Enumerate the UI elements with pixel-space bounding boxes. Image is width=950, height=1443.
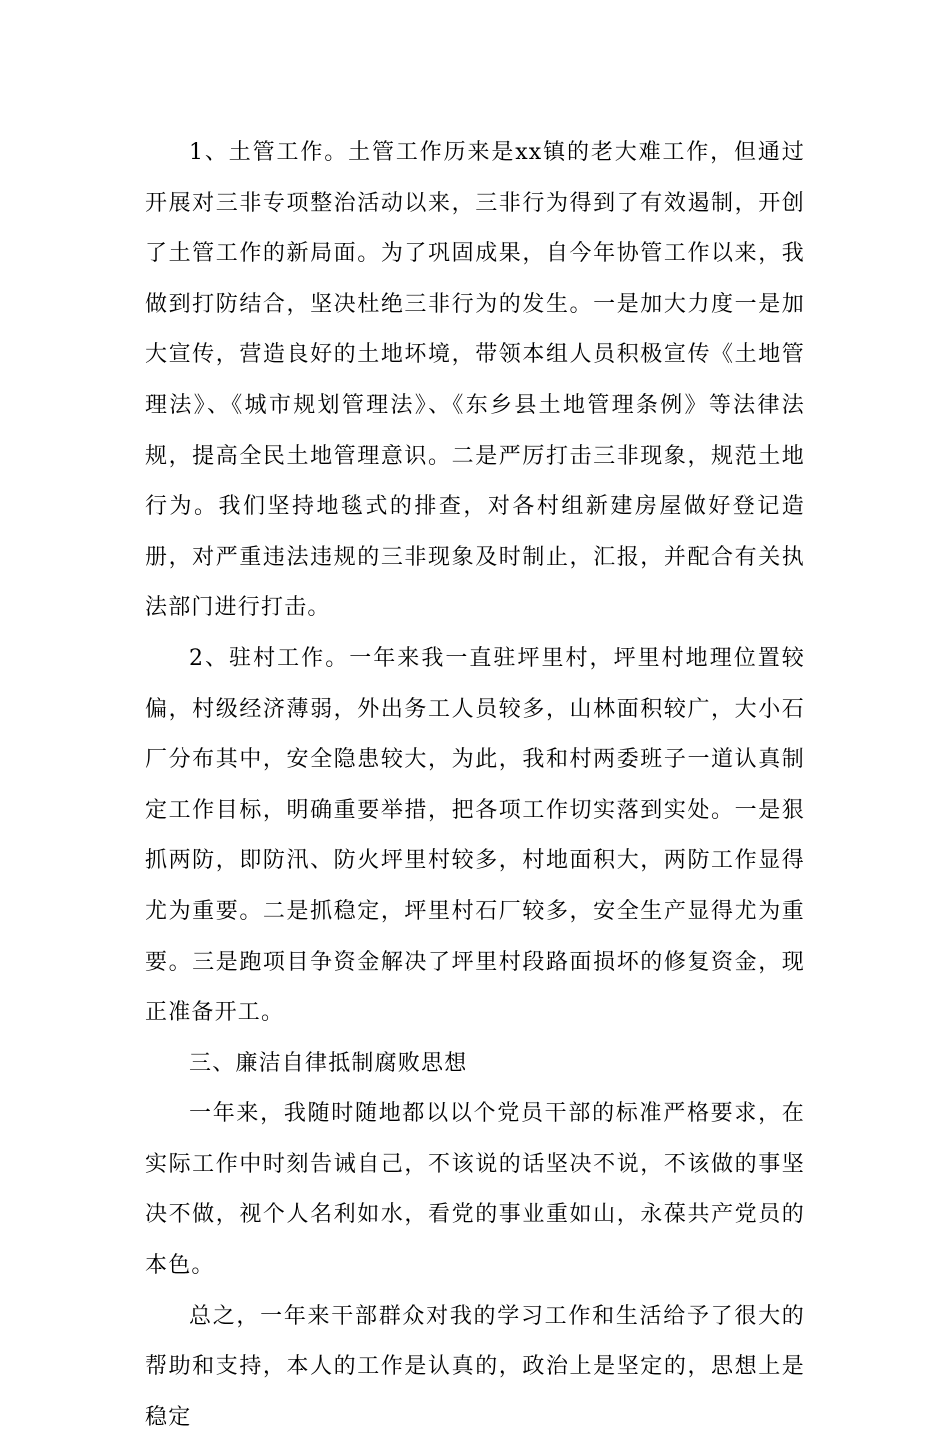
paragraph-integrity: 一年来，我随时随地都以以个党员干部的标准严格要求，在实际工作中时刻告诫自己，不该说的话坚决不说，不该做的事坚决不做，视个人名利如水，看党的事业重如山，永葆共产党员的本色。: [145, 1101, 805, 1279]
section-heading-integrity: 三、廉洁自律抵制腐败思想: [189, 1050, 468, 1076]
paragraph-village-work: 2、驻村工作。一年来我一直驻坪里村，坪里村地理位置较偏，村级经济薄弱，外出务工人员较多，山林面积较广，大小石厂分布其中，安全隐患较大，为此，我和村两委班子一道认真制定工作目标，明确重要举措，把各项工作切实落到实处。一是狠抓两防，即防汛、防火坪里村较多，村地面积大，两防工作显得尤为重要。二是抓稳定，坪里村石厂较多，安全生产显得尤为重要。三是跑项目争资金解决了坪里村段路面损坏的修复资金，现正准备开工。: [145, 645, 805, 1026]
paragraph-summary: 总之，一年来干部群众对我的学习工作和生活给予了很大的帮助和支持，本人的工作是认真的，政治上是坚定的，思想上是稳定: [145, 1303, 805, 1430]
paragraph-land-management: 1、土管工作。土管工作历来是xx镇的老大难工作，但通过开展对三非专项整治活动以来，三非行为得到了有效遏制，开创了土管工作的新局面。为了巩固成果，自今年协管工作以来，我做到打防结合，坚决杜绝三非行为的发生。一是加大力度一是加大宣传，营造良好的土地坏境，带领本组人员积极宣传《土地管理法》、《城市规划管理法》、《东乡县土地管理条例》等法律法规，提高全民土地管理意识。二是严厉打击三非现象，规范土地行为。我们坚持地毯式的排查，对各村组新建房屋做好登记造册，对严重违法违规的三非现象及时制止，汇报，并配合有关执法部门进行打击。: [145, 140, 805, 621]
document-page: [145, 128, 805, 1443]
